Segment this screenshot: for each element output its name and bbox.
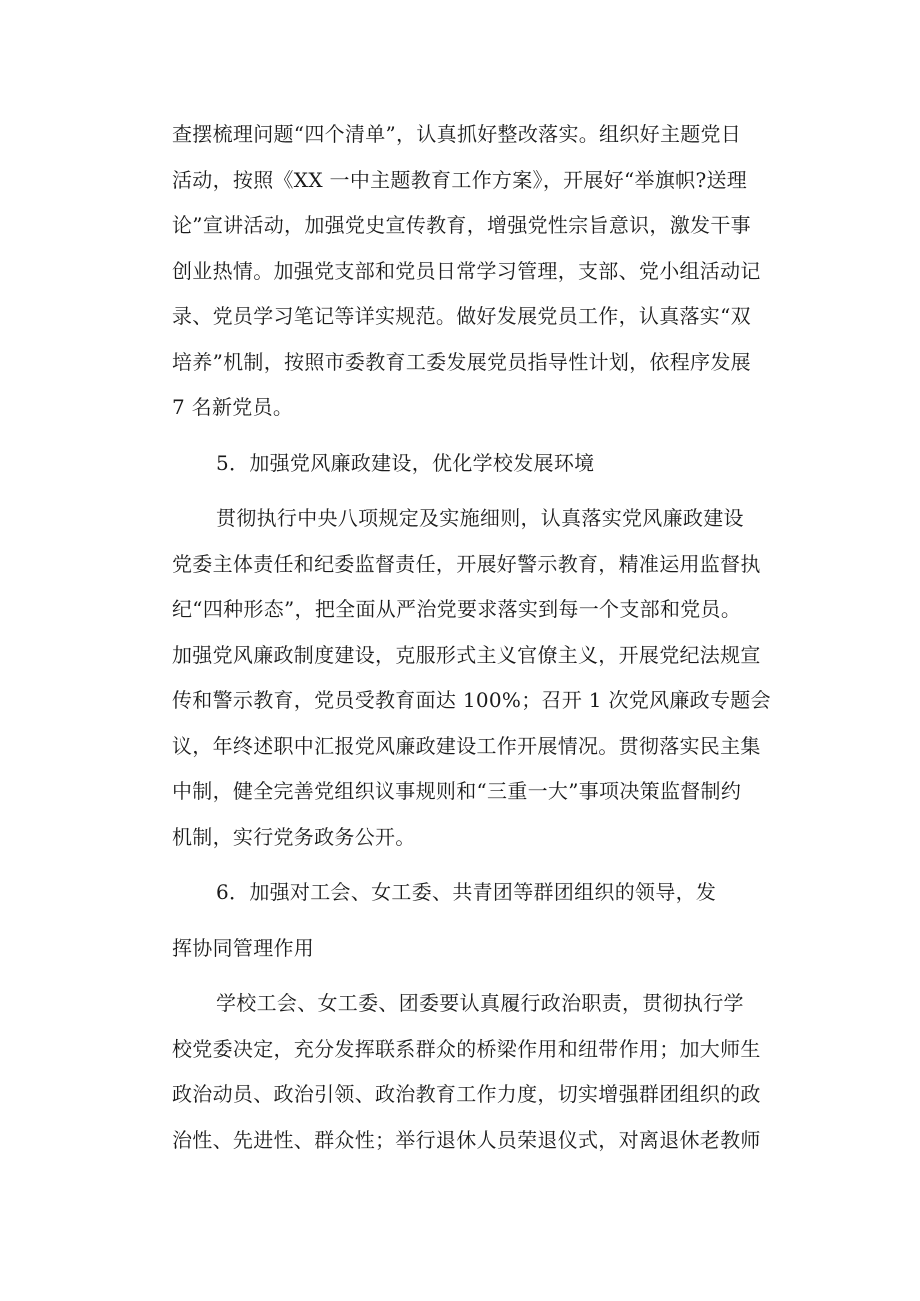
- paragraph-gap: [172, 971, 772, 981]
- section-heading-5: 5．加强党风廉政建设，优化学校发展环境: [216, 450, 595, 475]
- body-line: 活动，按照《XX 一中主题教育工作方案》，开展好“举旗帜?送理: [172, 167, 748, 192]
- body-line: 贯彻执行中央八项规定及实施细则，认真落实党风廉政建设: [216, 506, 744, 530]
- body-line: 议，年终述职中汇报党风廉政建设工作开展情况。贯彻落实民主集: [172, 733, 761, 758]
- body-line: 加强党风廉政制度建设，克服形式主义官僚主义，开展党纪法规宣: [172, 642, 761, 667]
- section-heading-6-continued: 挥协同管理作用: [172, 935, 315, 960]
- body-line: 创业热情。加强党支部和党员日常学习管理，支部、党小组活动记: [172, 258, 761, 283]
- paragraph-gap: [172, 486, 772, 496]
- section-heading-6: 6．加强对工会、女工委、共青团等群团组织的领导，发: [216, 880, 717, 904]
- paragraph-gap: [172, 860, 772, 870]
- body-line: 培养”机制，按照市委教育工委发展党员指导性计划，依程序发展: [172, 349, 751, 374]
- body-line: 政治动员、政治引领、政治教育工作力度，切实增强群团组织的政: [172, 1082, 761, 1106]
- body-line: 查摆梳理问题“四个清单”，认真抓好整改落实。组织好主题党日: [172, 122, 742, 146]
- body-line: 学校工会、女工委、团委要认真履行政治职责，贯彻执行学: [216, 991, 744, 1015]
- paragraph-gap: [172, 916, 772, 926]
- body-line: 党委主体责任和纪委监督责任，开展好警示教育，精准运用监督执: [172, 551, 761, 576]
- body-line: 纪“四种形态”，把全面从严治党要求落实到每一个支部和党员。: [172, 597, 742, 621]
- body-line: 校党委决定，充分发挥联系群众的桥梁作用和纽带作用；加大师生: [172, 1036, 761, 1061]
- body-line: 传和警示教育，党员受教育面达 100%；召开 1 次党风廉政专题会: [172, 688, 771, 712]
- body-line: 治性、先进性、群众性；举行退休人员荣退仪式，对离退休老教师: [172, 1127, 761, 1152]
- document-body: [172, 112, 772, 1163]
- body-line: 中制，健全完善党组织议事规则和“三重一大”事项决策监督制约: [172, 779, 742, 803]
- body-line: 机制，实行党务政务公开。: [172, 824, 416, 849]
- paragraph-gap: [172, 431, 772, 441]
- body-line: 论”宣讲活动，加强党史宣传教育，增强党性宗旨意识，激发干事: [172, 213, 751, 237]
- body-line: 7 名新党员。: [172, 395, 294, 419]
- body-line: 录、党员学习笔记等详实规范。做好发展党员工作，认真落实“双: [172, 304, 751, 328]
